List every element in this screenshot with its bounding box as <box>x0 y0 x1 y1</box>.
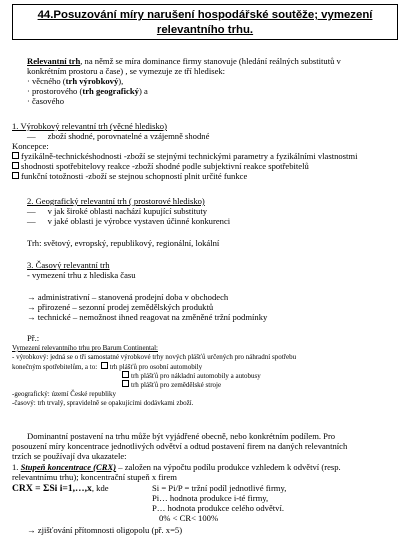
section-1-heading: 1. Výrobkový relevantní trh (věcné hledisko) <box>12 121 167 131</box>
section-1-dash-line <box>27 131 209 141</box>
time-item-3-text: technické – nemožnost ihned reagovat na změněné tržní podmínky <box>37 312 268 322</box>
intro-line-1 <box>27 56 341 66</box>
square-bullet-icon <box>122 380 129 387</box>
long-dash-icon: — <box>27 206 36 216</box>
section-2-line-1-text: v jak široké oblasti nachází kupující substituty <box>47 206 208 216</box>
indicator-1-title: Stupeň koncentrace (CRX) <box>20 462 117 472</box>
section-2-line-1 <box>27 206 207 216</box>
intro-item-1-prefix: · věcného ( <box>27 76 66 86</box>
section-1-dash-text: zboží shodné, porovnatelné a vzájemně shodné <box>47 131 210 141</box>
time-item-1 <box>27 292 228 302</box>
example-line-2 <box>12 362 202 371</box>
intro-item-2 <box>27 86 148 96</box>
example-label: Př.: <box>27 333 40 343</box>
crx-formula: CRX = ΣSi i=1,…,x <box>12 483 92 494</box>
right-arrow-icon: → <box>27 312 36 322</box>
example-time: -časový: trh trvalý, spravidelně se opakujícími dodávkami zboží. <box>12 399 194 407</box>
example-heading: Vymezení relevantního trhu pro Barum Continental: <box>12 344 158 352</box>
oligopoly-text: zjišťování přítomnosti oligopolu (př. x=5) <box>37 525 183 535</box>
intro-item-3: · časového <box>27 96 64 106</box>
example-sub-1: trh plášťů pro osobní automobily <box>109 363 203 371</box>
example-line-1: - výrobkový: jedná se o tři samostatné výrobkové trhy nových plášťů určených pro náhradní spotřebu <box>12 353 297 361</box>
time-item-3 <box>27 312 267 322</box>
section-3-heading: 3. Časový relevantní trh <box>27 260 110 270</box>
intro-item-2-suffix: ) a <box>138 86 148 96</box>
section-2-markets: Trh: světový, evropský, republikový, regionální, lokální <box>27 238 220 248</box>
dominance-line-1: Dominantní postavení na trhu může být vyjádřené obecně, nebo konkrétním podílem. Pro <box>27 431 336 441</box>
right-arrow-icon: → <box>27 302 36 312</box>
square-bullet-icon <box>12 152 19 159</box>
intro-line-1-text: , na němž se míra dominance firmy stanovuje (hledání reálných substitutů v <box>80 56 341 66</box>
oligopoly-line <box>27 525 182 535</box>
concept-item-1 <box>12 151 358 161</box>
intro-item-2-bold: trh geografický <box>82 86 139 96</box>
dominance-line-3: trzích se používají dva ukazatele: <box>12 451 127 461</box>
dominance-line-2: posouzení míry koncentrace jednotlivých odvětví a odtud postavení firem na daných relevantních <box>12 441 348 451</box>
page-title-line-2: relevantního trhu. <box>156 24 254 36</box>
concept-item-2 <box>12 161 309 171</box>
page-title-line-1: 44.Posuzování míry narušení hospodářské soutěže; vymezení <box>37 9 373 21</box>
intro-item-1-bold: trh výrobkový <box>65 76 119 86</box>
formula-def-1: Si = Pi/P = tržní podíl jednotlivé firmy, <box>152 483 287 493</box>
time-item-1-text: administrativní – stanovená prodejní doba v obchodech <box>37 292 229 302</box>
time-item-2-text: přirozené – sezonní prodej zemědělských produktů <box>37 302 214 312</box>
section-2-line-2 <box>27 216 230 226</box>
square-bullet-icon <box>122 371 129 378</box>
formula-row <box>12 483 109 494</box>
time-item-2 <box>27 302 213 312</box>
example-sub-2-row <box>122 371 261 380</box>
formula-def-3: P… hodnota produkce celého odvětví. <box>152 503 284 513</box>
square-bullet-icon <box>12 162 19 169</box>
section-2-heading: 2. Geografický relevantní trh ( prostorové hledisko) <box>27 196 205 206</box>
concept-item-1-text: fyzikálně-technickéshodnosti -zboží se stejnými technickými parametry a fyzikálními vlastnostmi <box>21 151 358 161</box>
section-2-line-2-text: v jaké oblasti je výrobce vystaven účinné konkurenci <box>47 216 231 226</box>
formula-kde: , kde <box>91 483 109 493</box>
example-geo: -geografický: území České republiky <box>12 390 116 398</box>
section-3-line: - vymezení trhu z hlediska času <box>27 270 136 280</box>
example-line-2-text: konečným spotřebitelům, a to: <box>12 363 98 371</box>
concept-item-2-text: shodnosti spotřebitelovy reakce -zboží shodné podle subjektivní reakce spotřebitelů <box>21 161 309 171</box>
example-sub-2: trh plášťů pro nákladní automobily a autobusy <box>131 372 261 380</box>
intro-line-2: konkrétním prostoru a čase) , se vymezuje ze tří hledisek: <box>27 66 226 76</box>
example-sub-3-row <box>122 380 221 389</box>
concept-item-3 <box>12 171 247 181</box>
concept-item-3-text: funkční totožnosti -zboží se stejnou schopností plnit určité funkce <box>21 171 248 181</box>
square-bullet-icon <box>101 362 108 369</box>
square-bullet-icon <box>12 172 19 179</box>
indicator-1-text: – založen na výpočtu podílu produkce vzhledem k odvětví (resp. <box>116 462 341 472</box>
right-arrow-icon: → <box>27 292 36 302</box>
formula-def-2: Pi… hodnota produkce i-té firmy, <box>152 493 269 503</box>
right-arrow-icon: → <box>27 525 36 535</box>
indicator-1-number: 1. <box>12 462 19 472</box>
indicator-1 <box>12 462 341 472</box>
long-dash-icon: — <box>27 216 36 226</box>
formula-range: 0% < CR< 100% <box>159 513 219 523</box>
intro-item-1-suffix: ), <box>118 76 124 86</box>
intro-item-1 <box>27 76 123 86</box>
example-sub-3: trh plášťů pro zemědělské stroje <box>131 381 222 389</box>
section-1-concept-label: Koncepce: <box>12 141 49 151</box>
indicator-1-line-2: relevantnímu trhu); koncentrační stupeň x firem <box>12 472 177 482</box>
title-box <box>12 4 398 40</box>
intro-item-2-prefix: · prostorového ( <box>27 86 83 96</box>
long-dash-icon: — <box>27 131 36 141</box>
relevant-market-term: Relevantní trh <box>27 56 81 66</box>
